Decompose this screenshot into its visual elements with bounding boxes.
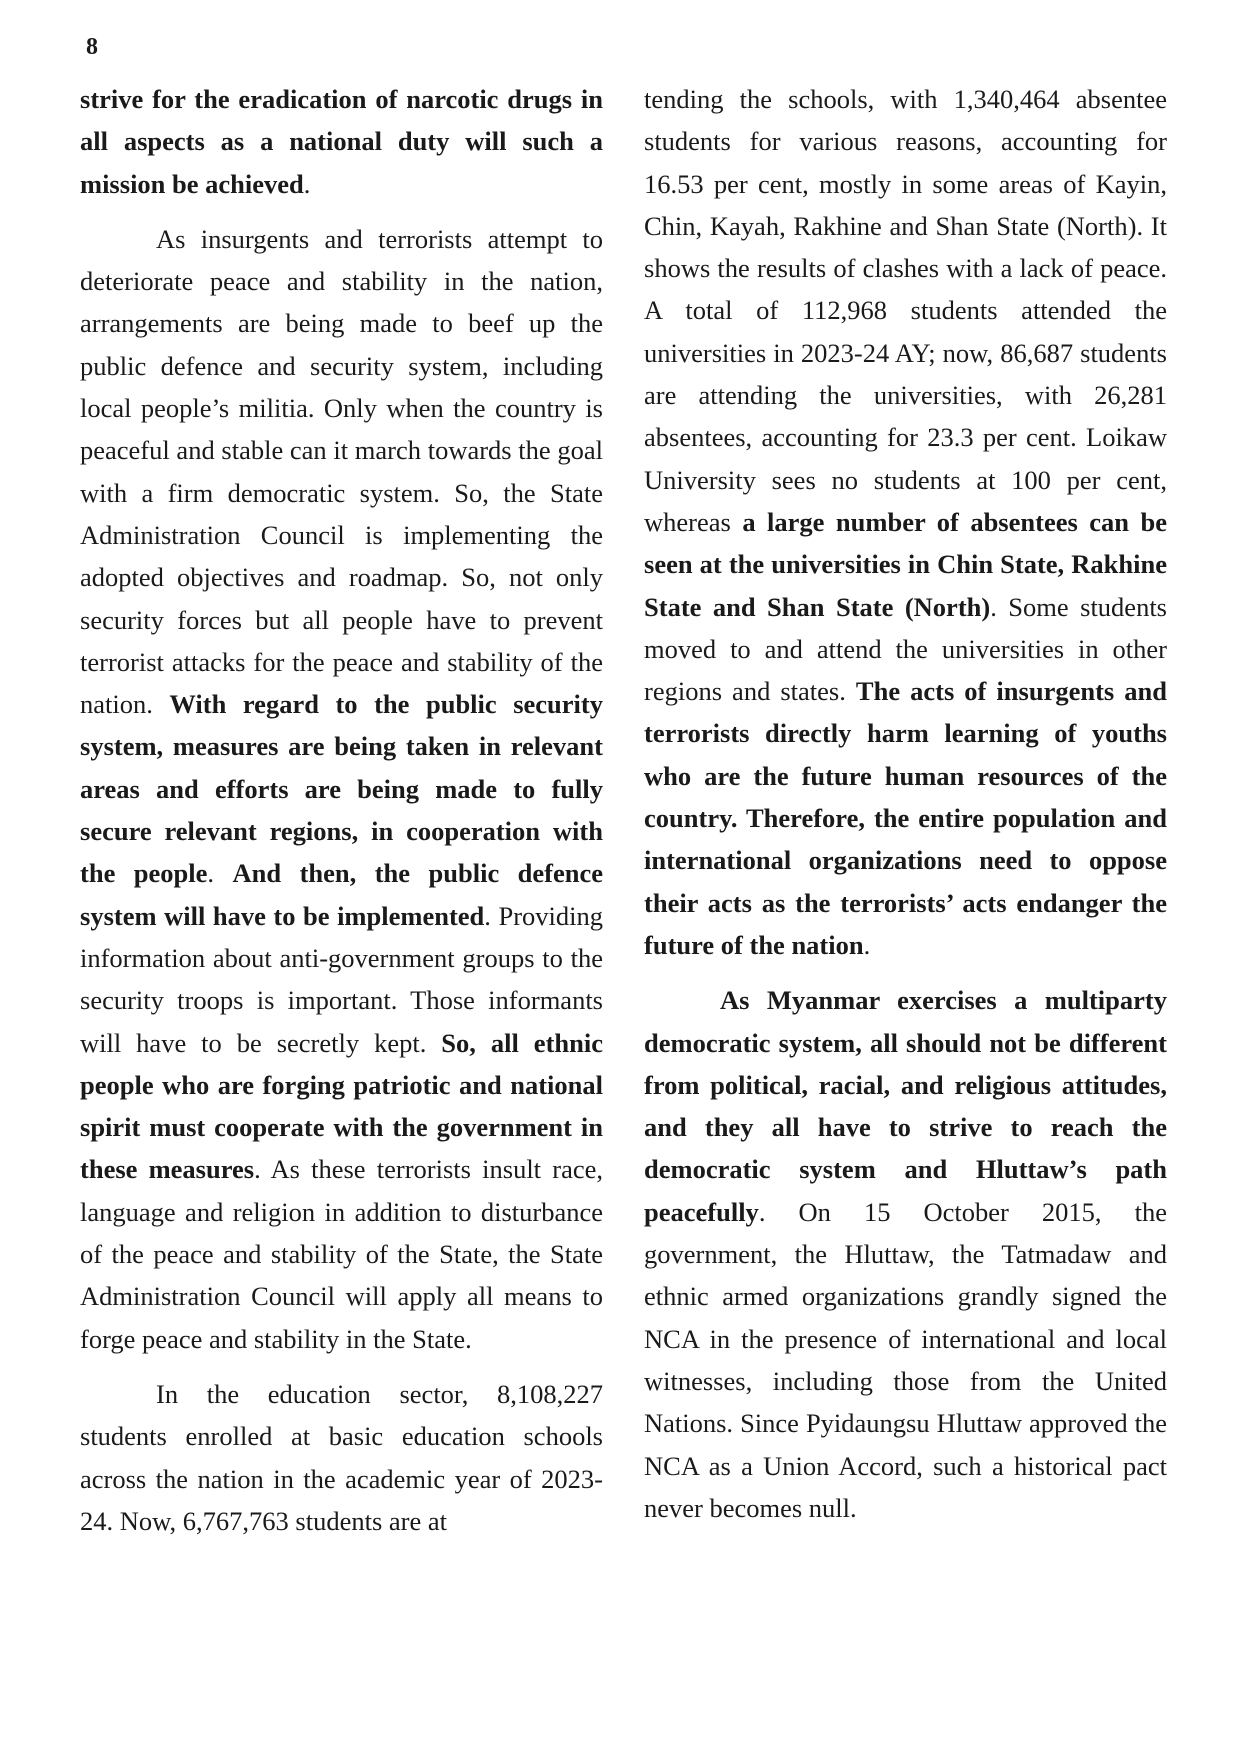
bold-text: The acts of insurgents and terrorists directly harm learning of youths who are the future human resources of the country. Therefore, the entire population and international organizations need to oppose their acts as the terrorists’ acts endanger the future of the nation bbox=[644, 676, 1167, 960]
bold-text: With regard to the public security system, measures are being taken in relevant areas and efforts are being made to fully secure relevant regions, in cooperation with the people bbox=[80, 689, 603, 889]
paragraph bbox=[644, 979, 1167, 1529]
page-number: 8 bbox=[86, 34, 98, 60]
bold-text: As Myanmar exercises a multiparty democratic system, all should not be different from political, racial, and religious attitudes, and they all have to strive to reach the democratic system and Hluttaw’s path peacefully bbox=[644, 985, 1167, 1227]
bold-text: a large number of absentees can be seen at the universities in Chin State, Rakhine State and Shan State (North) bbox=[644, 506, 1168, 622]
body-text: . On 15 October 2015, the government, the Hluttaw, the Tatmadaw and ethnic armed organizations grandly signed the NCA in the presence of international and local witnesses, including those from the United Nations. Since Pyidaungsu Hluttaw approved the NCA as a Union Accord, such a historical pact never becomes null. bbox=[644, 1196, 1167, 1523]
left-column bbox=[80, 78, 603, 1555]
paragraph bbox=[644, 78, 1167, 966]
body-text: . bbox=[207, 858, 233, 889]
paragraph bbox=[80, 78, 603, 205]
body-text: . Providing information about anti-government groups to the security troops is important. Those informants will have to be secretly kept. bbox=[80, 900, 603, 1058]
body-text: . bbox=[303, 168, 311, 199]
paragraph bbox=[80, 218, 603, 1360]
bold-text: strive for the eradication of narcotic drugs in all aspects as a national duty will such a mission be achieved bbox=[80, 84, 603, 199]
bold-text: And then, the public defence system will have to be implemented bbox=[80, 858, 604, 931]
body-text: . As these terrorists insult race, language and religion in addition to disturbance of the peace and stability of the State, the State Administration Council will apply all means to forge peace and stability in the State. bbox=[80, 1154, 603, 1354]
right-column bbox=[644, 78, 1167, 1542]
body-text: . bbox=[863, 929, 871, 960]
body-text: In the education sector, 8,108,227 students enrolled at basic education schools across the nation in the academic year of 2023-24. Now, 6,767,763 students are at bbox=[80, 1378, 603, 1536]
body-text: As insurgents and terrorists attempt to deteriorate peace and stability in the nation, arrangements are being made to beef up the public defence and security system, including local people’s militia. Only when the country is peaceful and stable can it march towards the goal with a firm democratic system. So, the State Administration Council is implementing the adopted objectives and roadmap. So, not only security forces but all people have to prevent terrorist attacks for the peace and stability of the nation. bbox=[80, 223, 603, 720]
body-text: tending the schools, with 1,340,464 absentee students for various reasons, accounting for 16.53 per cent, mostly in some areas of Kayin, Chin, Kayah, Rakhine and Shan State (North). It shows the results of clashes with a lack of peace. A total of 112,968 students attended the universities in 2023-24 AY; now, 86,687 students are attending the universities, with 26,281 absentees, accounting for 23.3 per cent. Loikaw University sees no students at 100 per cent, whereas bbox=[644, 84, 1167, 537]
paragraph bbox=[80, 1373, 603, 1542]
body-text: . Some students moved to and attend the universities in other regions and states. bbox=[644, 591, 1167, 707]
bold-text: So, all ethnic people who are forging patriotic and national spirit must cooperate with the government in these measures bbox=[80, 1027, 603, 1185]
